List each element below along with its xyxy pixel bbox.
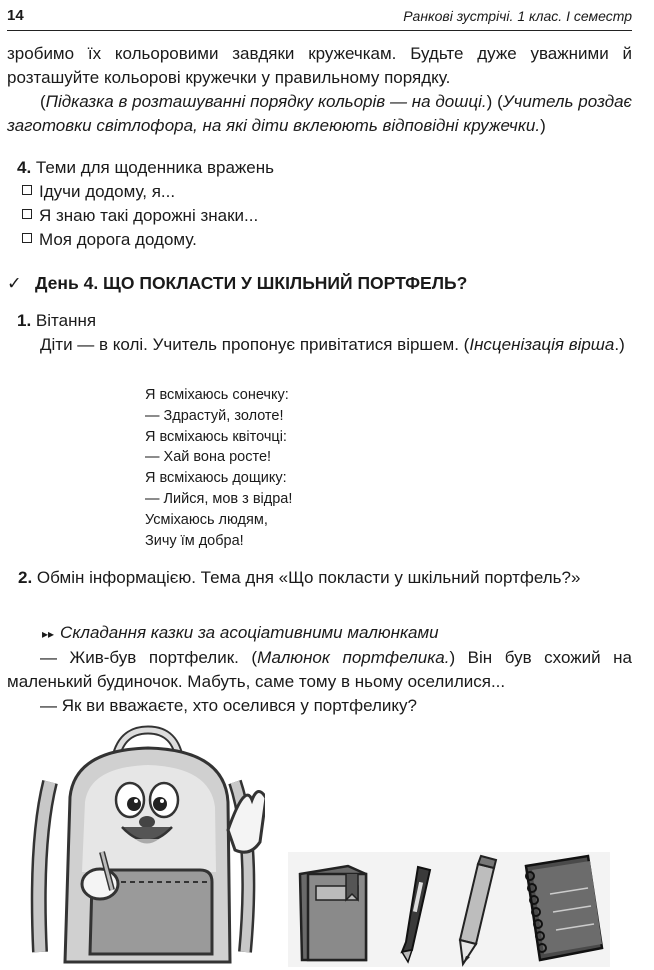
square-bullet-icon	[22, 185, 32, 195]
notebook-icon	[526, 856, 602, 960]
story-line-1a: — Жив-був портфелик.	[40, 648, 239, 667]
teacher-open: (	[497, 92, 503, 111]
story-question	[7, 694, 632, 718]
step-2-text: Обмін інформацією. Тема дня «Що покласти у шкільний портфель?»	[36, 568, 581, 587]
story-title: Складання казки за асоціативними малюнками	[60, 623, 439, 642]
hint-open: (	[40, 92, 46, 111]
day-heading	[7, 273, 467, 294]
step-1-title: Вітання	[35, 311, 97, 330]
list-item: Я знаю такі дорожні знаки...	[22, 204, 258, 228]
step-1-note: Інсценізація вірша	[469, 335, 615, 354]
story-paragraph: — Жив-був портфелик. (Малюнок портфелика.) Він був схожий на маленький будиночок. Мабуть, саме тому в ньому оселилися...	[7, 648, 632, 691]
poem-line: Я всміхаюсь сонечку:	[145, 387, 289, 403]
step-1-heading	[17, 309, 96, 333]
teacher-note: Учитель роздає заготовки світлофора, на які діти вклеюють відповідні кружечки.	[7, 92, 632, 135]
step-1-paragraph: Діти — в колі. Учитель пропонує привітатися віршем. (Інсценізація вірша.)	[40, 335, 625, 354]
book-icon	[300, 866, 366, 960]
story-line-2: — Як ви вважаєте, хто оселився у портфелику?	[40, 696, 417, 715]
backpack-character-illustration	[30, 722, 265, 967]
double-arrow-icon: ▸▸	[42, 627, 55, 641]
poem-line: Усміхаюсь людям,	[145, 511, 268, 528]
step-2-number: 2.	[18, 568, 33, 587]
story-note: Малюнок портфелика.	[257, 648, 450, 667]
poem	[145, 385, 292, 551]
intro-paragraph	[7, 42, 632, 89]
step-1-number: 1.	[17, 311, 32, 330]
story-line-1b: Він був схожий на маленький будиночок. Мабуть, саме тому в ньому оселилися...	[7, 648, 632, 691]
day-title: День 4. ЩО ПОКЛАСТИ У ШКІЛЬНИЙ ПОРТФЕЛЬ?	[35, 273, 468, 293]
section-4-title: Теми для щоденника вражень	[35, 158, 275, 177]
list-item: Моя дорога додому.	[22, 228, 197, 252]
running-title: Ранкові зустрічі. 1 клас. I семестр	[403, 8, 632, 24]
teacher-close: )	[540, 115, 546, 135]
hint-paragraph	[7, 90, 632, 137]
poem-line: — Здрастуй, золоте!	[145, 407, 284, 424]
section-4-heading	[17, 156, 274, 180]
poem-line: Я всміхаюсь дощику:	[145, 470, 287, 487]
hint-text: Підказка в розташуванні порядку кольорів — на дошці.	[45, 92, 487, 111]
square-bullet-icon	[22, 233, 32, 243]
hint-close: )	[486, 92, 493, 111]
step-2-paragraph	[18, 566, 632, 590]
square-bullet-icon	[22, 209, 32, 219]
school-supplies-illustration	[288, 852, 610, 967]
header-rule	[7, 30, 632, 31]
intro-text: зробимо їх кольоровими завдяки кружечкам. Будьте дуже уважними й розташуйте кольорові кружечки у правильному порядку.	[7, 44, 632, 87]
step-1-text: Діти — в колі. Учитель пропонує привітатися віршем.	[40, 335, 459, 354]
story-heading	[42, 621, 439, 646]
list-item: Ідучи додому, я...	[22, 180, 175, 204]
poem-line: — Лийся, мов з відра!	[145, 490, 293, 507]
poem-line: Зичу їм добра!	[145, 532, 244, 549]
checkmark-icon: ✓	[7, 273, 22, 293]
poem-line: Я всміхаюсь квіточці:	[145, 428, 287, 445]
page-number: 14	[7, 7, 24, 24]
poem-line: — Хай вона росте!	[145, 449, 272, 466]
section-4-number: 4.	[17, 158, 32, 177]
